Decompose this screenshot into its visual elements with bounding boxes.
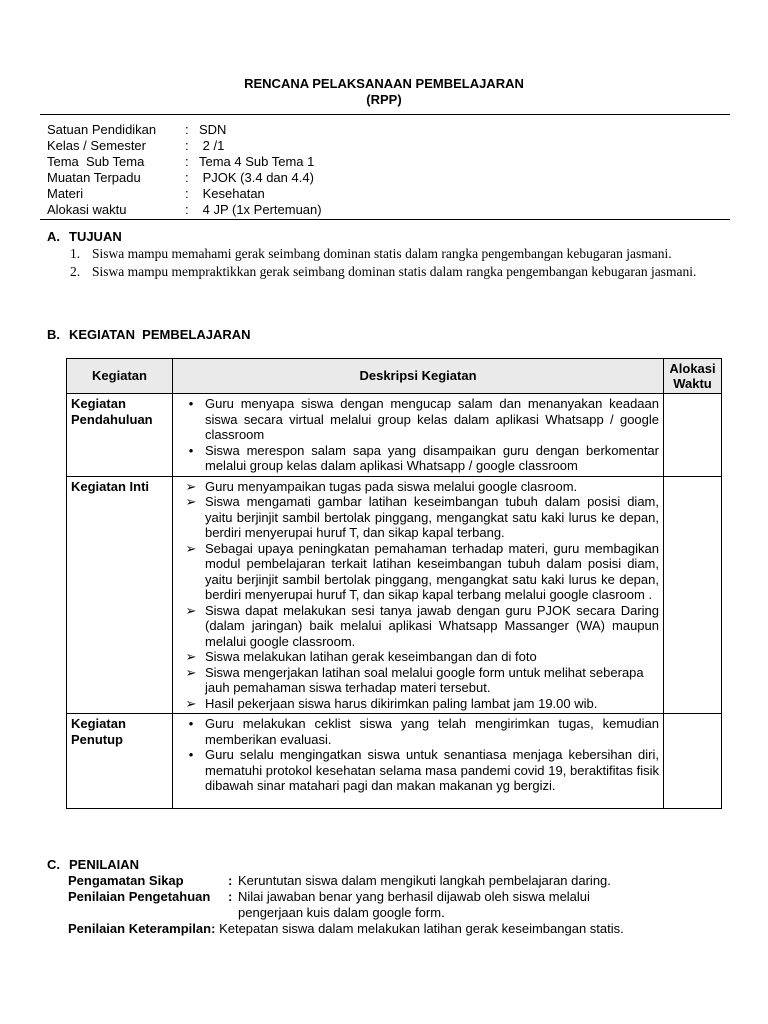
row-name: Kegiatan Pendahuluan bbox=[67, 394, 173, 477]
top-divider bbox=[40, 114, 730, 115]
list-text: Siswa mengerjakan latihan soal melalui google form untuk melihat seberapa jauh pemahaman siswa terhadap materi tersebut. bbox=[205, 664, 644, 695]
table-row bbox=[67, 394, 722, 477]
info-row-satuan bbox=[47, 122, 322, 138]
row-name: Kegiatan Inti bbox=[67, 476, 173, 714]
list-number: 2. bbox=[70, 264, 81, 279]
list-item bbox=[177, 603, 659, 650]
info-label: Alokasi waktu bbox=[47, 202, 127, 217]
arrow-bullet-icon: ➢ bbox=[185, 494, 197, 509]
list-text: Guru selalu mengingatkan siswa untuk senantiasa menjaga kebersihan diri, mematuhi protokol kesehatan selama masa pandemi covid 19, beraktifitas fisik dibawah sinar matahari pagi dan makan makanan yg bergizi. bbox=[205, 747, 659, 793]
info-row-kelas bbox=[47, 138, 322, 154]
section-penilaian-heading bbox=[47, 857, 139, 872]
bullet-icon: • bbox=[188, 747, 194, 762]
bullet-icon: • bbox=[188, 396, 194, 411]
list-item bbox=[68, 889, 638, 921]
section-tujuan-heading bbox=[47, 229, 122, 244]
arrow-bullet-icon: ➢ bbox=[185, 695, 197, 711]
list-text: Hasil pekerjaan siswa harus dikirimkan paling lambat jam 19.00 wib. bbox=[205, 695, 598, 711]
section-kegiatan-heading bbox=[47, 327, 251, 342]
info-row-muatan bbox=[47, 170, 322, 186]
row-alokasi bbox=[664, 476, 722, 714]
list-item bbox=[177, 541, 659, 603]
list-text: Siswa mampu memahami gerak seimbang dominan statis dalam rangka pengembangan kebugaran jasmani. bbox=[92, 246, 672, 261]
info-separator: : bbox=[185, 154, 189, 169]
list-text: Siswa mengamati gambar latihan keseimbangan tubuh dalam posisi diam, yaitu berjinjit sambil bertolak pinggang, mengangkat satu kaki lurus ke depan, berdiri menyerupai huruf T, dan sikap kapal terbang. bbox=[205, 494, 659, 540]
document-title: RENCANA PELAKSANAAN PEMBELAJARAN bbox=[244, 76, 524, 91]
list-text: Siswa mampu mempraktikkan gerak seimbang dominan statis dalam rangka pengembangan kebugaran jasmani. bbox=[92, 264, 697, 279]
list-item bbox=[68, 921, 638, 937]
list-text: Siswa merespon salam sapa yang disampaikan guru dengan berkomentar melalui group kelas dalam aplikasi Whatsapp / google classroom bbox=[205, 442, 659, 473]
info-separator: : bbox=[185, 122, 189, 137]
info-row-materi bbox=[47, 186, 322, 202]
info-separator: : bbox=[185, 138, 189, 153]
list-item bbox=[177, 747, 659, 794]
info-label: Muatan Terpadu bbox=[47, 170, 141, 185]
info-label: Satuan Pendidikan bbox=[47, 122, 157, 137]
info-row-alokasi bbox=[47, 202, 322, 218]
list-item bbox=[177, 494, 659, 541]
info-value: 4 JP (1x Pertemuan) bbox=[199, 202, 322, 217]
arrow-bullet-icon: ➢ bbox=[185, 649, 197, 664]
list-item bbox=[68, 873, 638, 889]
list-text: Siswa melakukan latihan gerak keseimbangan dan di foto bbox=[205, 649, 537, 664]
list-item bbox=[177, 479, 659, 495]
arrow-bullet-icon: ➢ bbox=[185, 664, 197, 680]
section-letter: B. bbox=[47, 327, 60, 342]
list-item bbox=[177, 649, 659, 665]
document-subtitle: (RPP) bbox=[366, 92, 402, 107]
info-value: Kesehatan bbox=[199, 186, 265, 201]
row-description bbox=[173, 476, 664, 714]
table-row bbox=[67, 476, 722, 714]
list-text: Guru menyampaikan tugas pada siswa melalui google clasroom. bbox=[205, 478, 578, 494]
penilaian-text: Keruntutan siswa dalam mengikuti langkah pembelajaran daring. bbox=[238, 873, 611, 888]
list-number: 1. bbox=[70, 246, 81, 261]
info-separator: : bbox=[185, 186, 189, 201]
row-description bbox=[173, 394, 664, 477]
list-text: Guru melakukan ceklist siswa yang telah mengirimkan tugas, kemudian memberikan evaluasi. bbox=[205, 716, 659, 747]
list-item bbox=[177, 443, 659, 474]
row-alokasi bbox=[664, 394, 722, 477]
info-separator: : bbox=[185, 202, 189, 217]
row-name: Kegiatan Penutup bbox=[67, 714, 173, 809]
bottom-divider bbox=[40, 219, 730, 220]
table-row bbox=[67, 714, 722, 809]
info-value: 2 /1 bbox=[199, 138, 225, 153]
column-header-kegiatan: Kegiatan bbox=[67, 359, 173, 394]
arrow-bullet-icon: ➢ bbox=[185, 602, 197, 618]
kegiatan-table bbox=[66, 358, 722, 809]
penilaian-label: Penilaian Pengetahuan bbox=[68, 889, 211, 904]
info-row-tema bbox=[47, 154, 322, 170]
section-title: PENILAIAN bbox=[69, 857, 140, 872]
column-header-deskripsi: Deskripsi Kegiatan bbox=[173, 359, 664, 394]
row-description bbox=[173, 714, 664, 809]
tujuan-list bbox=[70, 246, 722, 282]
list-text: Sebagai upaya peningkatan pemahaman terhadap materi, guru membagikan modul pembelajaran terkait latihan keseimbangan tubuh dalam posisi diam, yaitu berjinjit sambil bertolak pinggang, mengangkat satu kaki lurus ke depan, berdiri menyerupai huruf T, dan sikap kapal terbang melalui google clasroom . bbox=[205, 540, 659, 602]
info-value: Tema 4 Sub Tema 1 bbox=[199, 154, 315, 169]
penilaian-label: Penilaian Keterampilan bbox=[68, 921, 212, 936]
penilaian-separator: : bbox=[211, 921, 216, 936]
section-title: KEGIATAN PEMBELAJARAN bbox=[69, 327, 251, 342]
info-separator: : bbox=[185, 170, 189, 185]
arrow-bullet-icon: ➢ bbox=[185, 478, 197, 494]
list-item bbox=[177, 665, 659, 696]
list-text: Guru menyapa siswa dengan mengucap salam dan menanyakan keadaan siswa secara virtual melalui group kelas dalam aplikasi Whatsapp / google classroom bbox=[205, 396, 659, 442]
row-alokasi bbox=[664, 714, 722, 809]
info-label: Kelas / Semester bbox=[47, 138, 146, 153]
list-item bbox=[70, 246, 722, 262]
info-value: PJOK (3.4 dan 4.4) bbox=[199, 170, 314, 185]
arrow-bullet-icon: ➢ bbox=[185, 540, 197, 556]
penilaian-separator: : bbox=[228, 873, 233, 888]
table-header-row bbox=[67, 359, 722, 394]
penilaian-text: Ketepatan siswa dalam melakukan latihan gerak keseimbangan statis. bbox=[219, 921, 624, 936]
penilaian-separator: : bbox=[228, 889, 233, 904]
info-value: SDN bbox=[199, 122, 227, 137]
list-item bbox=[177, 716, 659, 747]
penilaian-label: Pengamatan Sikap bbox=[68, 873, 184, 888]
penilaian-text: Nilai jawaban benar yang berhasil dijawab oleh siswa melalui pengerjaan kuis dalam google form. bbox=[238, 889, 590, 920]
section-title: TUJUAN bbox=[69, 229, 122, 244]
column-header-alokasi: Alokasi Waktu bbox=[664, 359, 722, 394]
list-text: Siswa dapat melakukan sesi tanya jawab dengan guru PJOK secara Daring (dalam jaringan) baik melalui aplikasi Whatsapp Massanger (WA) maupun melalui google classroom. bbox=[205, 602, 659, 649]
penilaian-list bbox=[68, 873, 638, 937]
bullet-icon: • bbox=[188, 716, 194, 731]
section-letter: A. bbox=[47, 229, 60, 244]
list-item bbox=[177, 396, 659, 443]
bullet-icon: • bbox=[188, 442, 194, 458]
identity-block bbox=[47, 122, 322, 218]
list-item bbox=[70, 264, 722, 280]
info-label: Materi bbox=[47, 186, 84, 201]
list-item bbox=[177, 696, 659, 712]
section-letter: C. bbox=[47, 857, 60, 872]
info-label: Tema Sub Tema bbox=[47, 154, 145, 169]
